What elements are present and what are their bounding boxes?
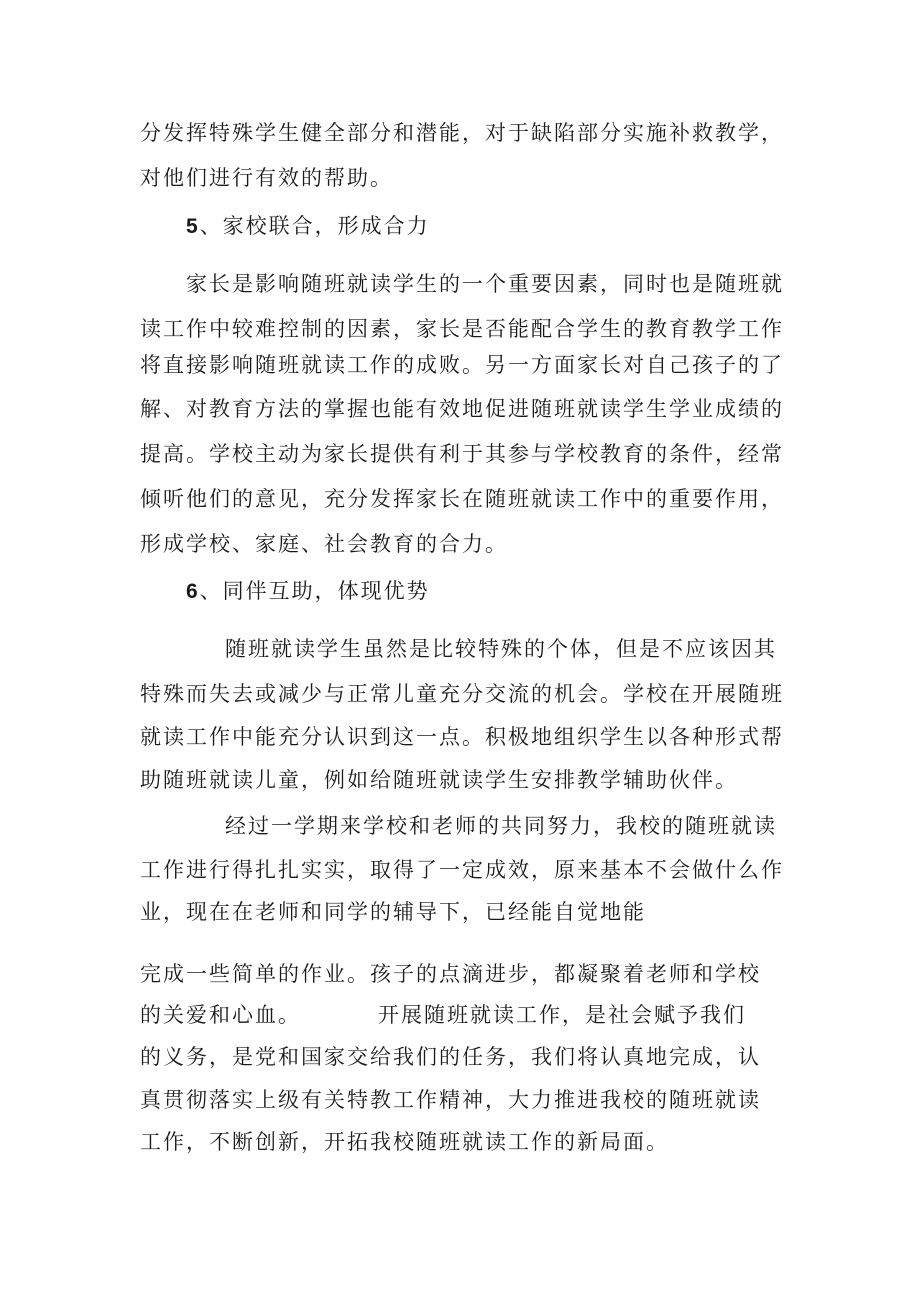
heading-number: 5: [186, 215, 200, 238]
text-line: 的义务，是党和国家交给我们的任务，我们将认真地完成，认: [140, 1045, 761, 1069]
text-line: 工作进行得扎扎实实，取得了一定成效，原来基本不会做什么作: [140, 858, 784, 882]
section-heading-6: [186, 576, 430, 607]
text-line: 读工作中较难控制的因素，家长是否能配合学生的教育教学工作: [140, 317, 784, 341]
text-line: 经过一学期来学校和老师的共同努力，我校的随班就读: [225, 814, 777, 838]
heading-number: 6: [186, 580, 200, 603]
text-line: 倾听他们的意见，充分发挥家长在随班就读工作中的重要作用，: [140, 487, 784, 511]
text-line: 解、对教育方法的掌握也能有效地促进随班就读学生学业成绩的: [140, 397, 784, 421]
text-line: 家长是影响随班就读学生的一个重要因素，同时也是随班就: [186, 272, 784, 296]
text-line: 真贯彻落实上级有关特教工作精神，大力推进我校的随班就读: [140, 1088, 761, 1112]
text-line: 对他们进行有效的帮助。: [140, 166, 393, 190]
text-line: 将直接影响随班就读工作的成败。另一方面家长对自己孩子的了: [140, 353, 784, 377]
text-line: 助随班就读儿童，例如给随班就读学生安排教学辅助伙伴。: [140, 768, 738, 792]
text-line: 开展随班就读工作，是社会赋予我们: [378, 1003, 746, 1027]
text-line: 业，现在在老师和同学的辅导下，已经能自觉地能: [140, 900, 646, 924]
text-line: 随班就读学生虽然是比较特殊的个体，但是不应该因其: [225, 637, 777, 661]
text-line: 就读工作中能充分认识到这一点。积极地组织学生以各种形式帮: [140, 725, 784, 749]
text-line: 的关爱和心血。: [140, 1003, 301, 1027]
text-line: 分发挥特殊学生健全部分和潜能，对于缺陷部分实施补救教学，: [140, 121, 784, 145]
heading-text: 、同伴互助，体现优势: [199, 579, 430, 603]
text-line: 完成一些简单的作业。孩子的点滴进步，都凝聚着老师和学校: [140, 962, 761, 986]
heading-text: 、家校联合，形成合力: [199, 214, 430, 238]
text-line: 特殊而失去或减少与正常儿童充分交流的机会。学校在开展随班: [140, 682, 784, 706]
text-line: 工作，不断创新，开拓我校随班就读工作的新局面。: [140, 1130, 669, 1154]
text-line: 提高。学校主动为家长提供有利于其参与学校教育的条件，经常: [140, 442, 784, 466]
text-line: 形成学校、家庭、社会教育的合力。: [140, 532, 508, 556]
section-heading-5: [186, 211, 430, 242]
